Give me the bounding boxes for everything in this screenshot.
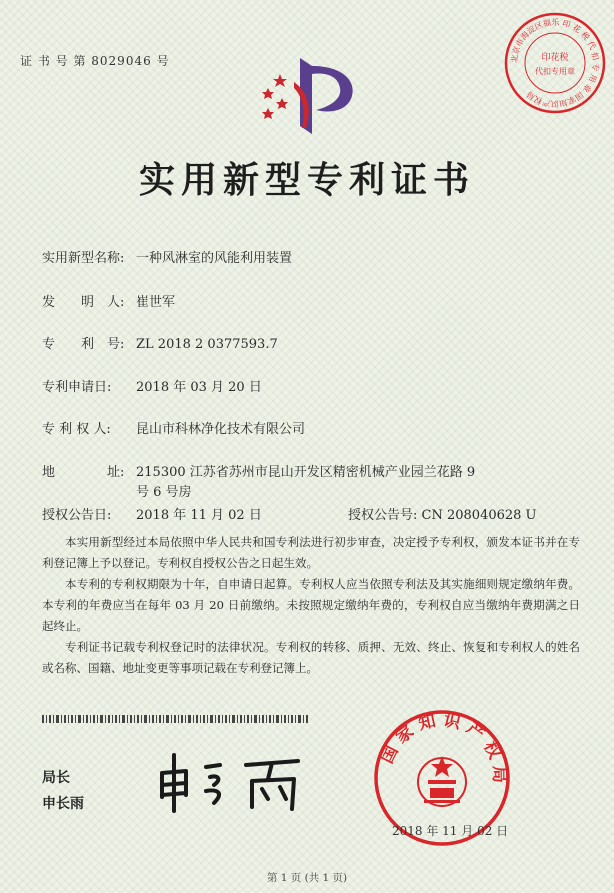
field-value: 一种风淋室的风能利用装置	[136, 251, 293, 266]
cert-no-suffix: 号	[156, 54, 170, 68]
field-label: 实用新型名称:	[42, 251, 125, 266]
handwritten-signature	[148, 745, 318, 817]
grant-number-value: CN 208040628 U	[421, 508, 537, 523]
field-address-line2	[136, 481, 192, 500]
page-title: 实用新型专利证书	[138, 159, 475, 201]
field-value: ZL 2018 2 0377593.7	[136, 337, 278, 352]
field-label: 地 址:	[42, 465, 125, 480]
grant-number-row	[348, 504, 537, 523]
paragraph-3: 专利证书记载专利权登记时的法律状况。专利权的转移、质押、无效、终止、恢复和专利权人的姓名或名称、国籍、地址变更等事项记载在专利登记簿上。	[42, 640, 580, 675]
field-label: 专 利 权 人:	[42, 422, 111, 437]
field-value: 215300 江苏省苏州市昆山开发区精密机械产业园兰花路 9	[136, 465, 476, 480]
field-value: 崔世军	[136, 295, 176, 310]
cert-no-label: 证 书 号 第	[20, 54, 87, 68]
svg-text:北京市海淀区福乐 印 花 税 代 扣 专 用 章 国家知识产	[509, 17, 601, 109]
field-value-cont: 号 6 号房	[136, 485, 192, 500]
cert-no-value: 8029046	[91, 54, 152, 68]
signature-name: 申长雨	[42, 796, 84, 812]
signature-title: 局长	[42, 770, 70, 786]
stamp-top-ring-text: 北京市海淀区福乐 印 花 税 代 扣 专 用 章 国家知识产权局	[509, 17, 601, 109]
svg-text:国家知识产权局	[377, 709, 509, 789]
paragraph-1: 本实用新型经过本局依照中华人民共和国专利法进行初步审查，决定授予专利权，颁发本证书并在专利登记簿上予以登记。专利权自授权公告之日起生效。	[42, 535, 580, 570]
certificate-number-line	[20, 52, 170, 69]
seal-date: 2018 年 11 月 02 日	[392, 824, 509, 838]
page-number: 第 1 页 (共 1 页)	[266, 872, 348, 884]
field-inventor	[42, 291, 175, 310]
field-patent-number	[42, 333, 278, 352]
field-value: 昆山市科林净化技术有限公司	[136, 422, 306, 437]
field-application-date	[42, 376, 262, 395]
field-value: 2018 年 03 月 20 日	[136, 380, 262, 395]
field-label: 发 明 人:	[42, 295, 125, 310]
field-address	[42, 461, 475, 480]
grant-number-label: 授权公告号:	[348, 508, 418, 523]
stamp-top-center-line1: 印花税	[541, 53, 569, 63]
seal-ring-text: 国家知识产权局	[377, 710, 510, 790]
field-patentee	[42, 418, 305, 437]
grant-date-value: 2018 年 11 月 02 日	[136, 508, 262, 523]
field-label: 专 利 号:	[42, 337, 125, 352]
field-label: 专利申请日:	[42, 380, 112, 395]
barcode	[42, 715, 310, 723]
patent-office-logo	[252, 52, 364, 138]
paragraph-2: 本专利的专利权期限为十年，自申请日起算。专利权人应当依照专利法及其实施细则规定缴纳年费。本专利的年费应当在每年 03 月 20 日前缴纳。未按照规定缴纳年费的，专利权自应当缴纳年费期满之日起终止。	[42, 577, 580, 633]
grant-date-row	[42, 504, 262, 523]
stamp-top-center-line2: 代扣专用章	[535, 67, 575, 76]
tax-stamp-top	[502, 10, 608, 116]
grant-date-label: 授权公告日:	[42, 508, 112, 523]
field-utility-model-name	[42, 247, 292, 266]
